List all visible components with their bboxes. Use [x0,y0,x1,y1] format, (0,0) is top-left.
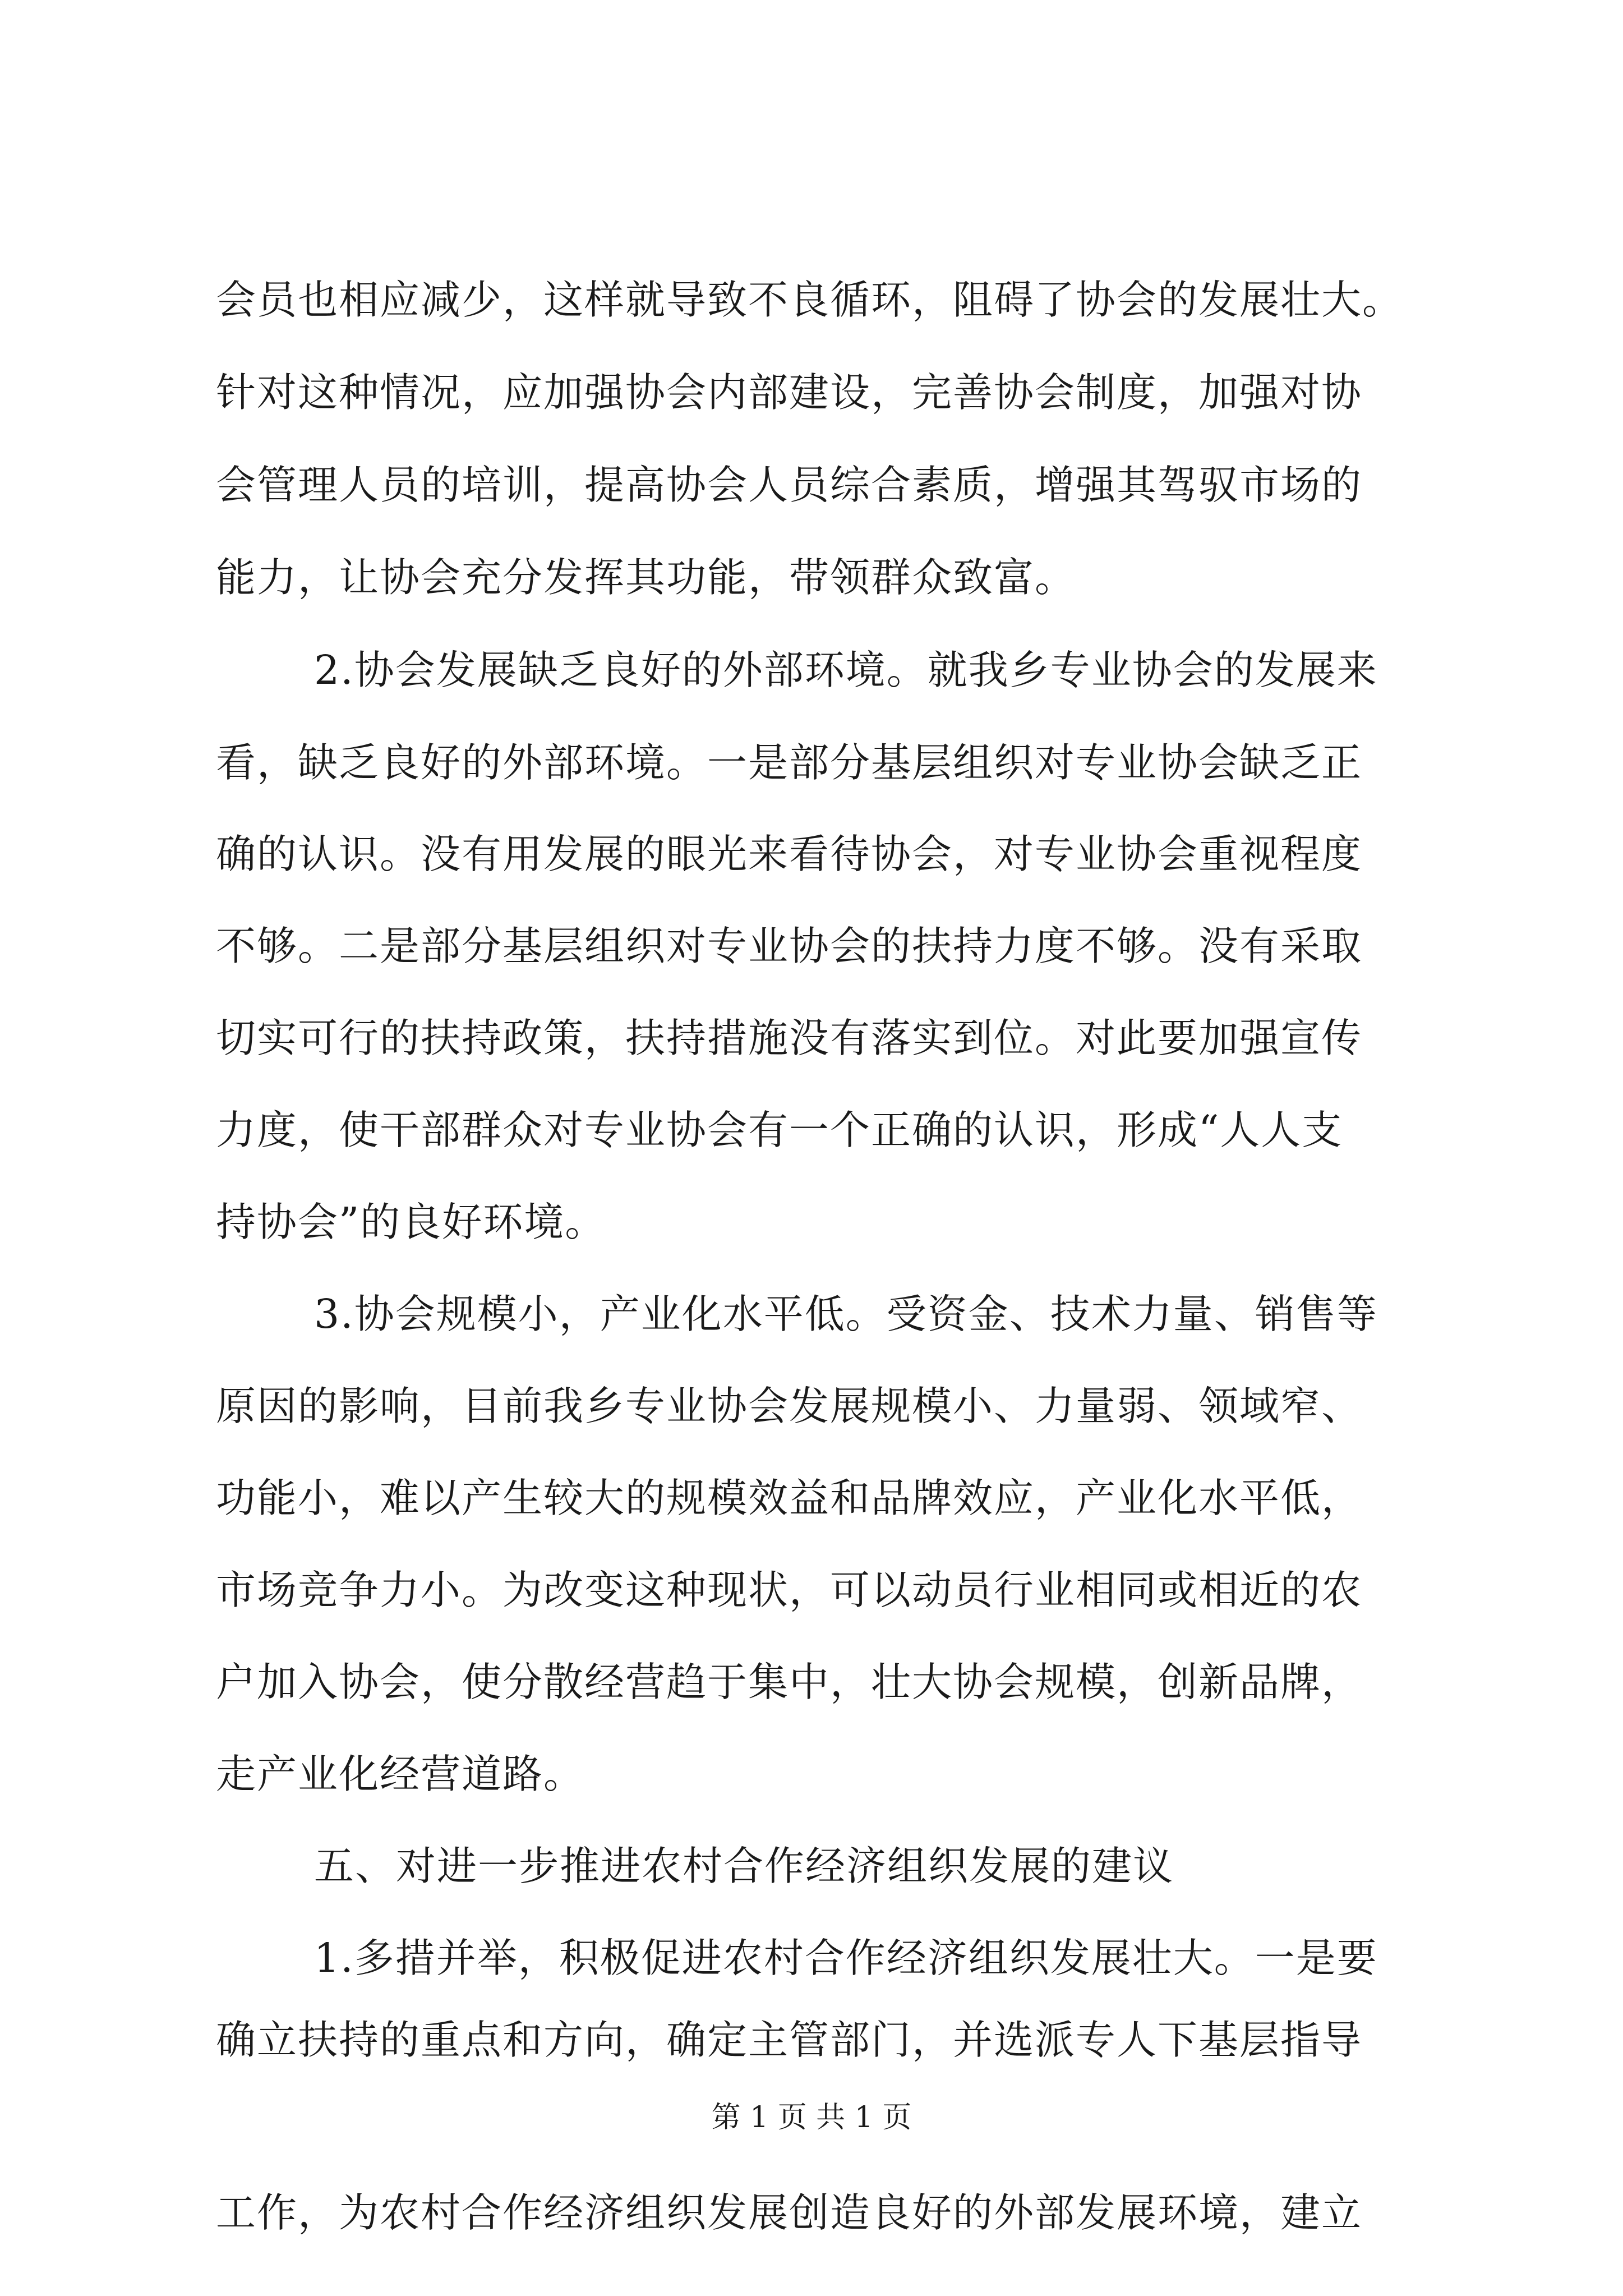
paragraph-3-first-line: 3.协会规模小，产业化水平低。受资金、技术力量、销售等 [314,1291,1378,1337]
text-line: 切实可行的扶持政策，扶持措施没有落实到位。对此要加强宣传 [216,1015,1363,1061]
page-footer: 第 1 页 共 1 页 [711,2101,912,2134]
section-heading: 五、对进一步推进农村合作经济组织发展的建议 [314,1843,1174,1889]
text-line: 户加入协会，使分散经营趋于集中，壮大协会规模，创新品牌， [216,1659,1363,1705]
paragraph-2-first-line: 2.协会发展缺乏良好的外部环境。就我乡专业协会的发展来 [314,647,1378,693]
text-line: 会管理人员的培训，提高协会人员综合素质，增强其驾驭市场的 [216,462,1363,508]
text-line: 功能小，难以产生较大的规模效益和品牌效应，产业化水平低， [216,1475,1363,1521]
text-line: 看，缺乏良好的外部环境。一是部分基层组织对专业协会缺乏正 [216,739,1363,786]
text-line: 原因的影响，目前我乡专业协会发展规模小、力量弱、领域窄、 [216,1383,1363,1429]
text-line: 走产业化经营道路。 [216,1751,585,1797]
text-line: 力度，使干部群众对专业协会有一个正确的认识，形成“人人支 [216,1107,1343,1153]
text-line: 能力，让协会充分发挥其功能，带领群众致富。 [216,554,1076,601]
text-line: 会员也相应减少，这样就导致不良循环，阻碍了协会的发展壮大。 [216,277,1404,323]
text-line: 确的认识。没有用发展的眼光来看待协会，对专业协会重视程度 [216,831,1363,877]
text-line: 针对这种情况，应加强协会内部建设，完善协会制度，加强对协 [216,369,1363,416]
text-line: 工作，为农村合作经济组织发展创造良好的外部发展环境，建立 [216,2189,1363,2236]
paragraph-first-line: 1.多措并举，积极促进农村合作经济组织发展壮大。一是要 [314,1935,1378,1981]
text-line: 持协会”的良好环境。 [216,1199,606,1245]
text-line: 确立扶持的重点和方向，确定主管部门，并选派专人下基层指导 [216,2017,1363,2063]
text-line: 不够。二是部分基层组织对专业协会的扶持力度不够。没有采取 [216,923,1363,969]
text-line: 市场竞争力小。为改变这种现状，可以动员行业相同或相近的农 [216,1567,1363,1613]
